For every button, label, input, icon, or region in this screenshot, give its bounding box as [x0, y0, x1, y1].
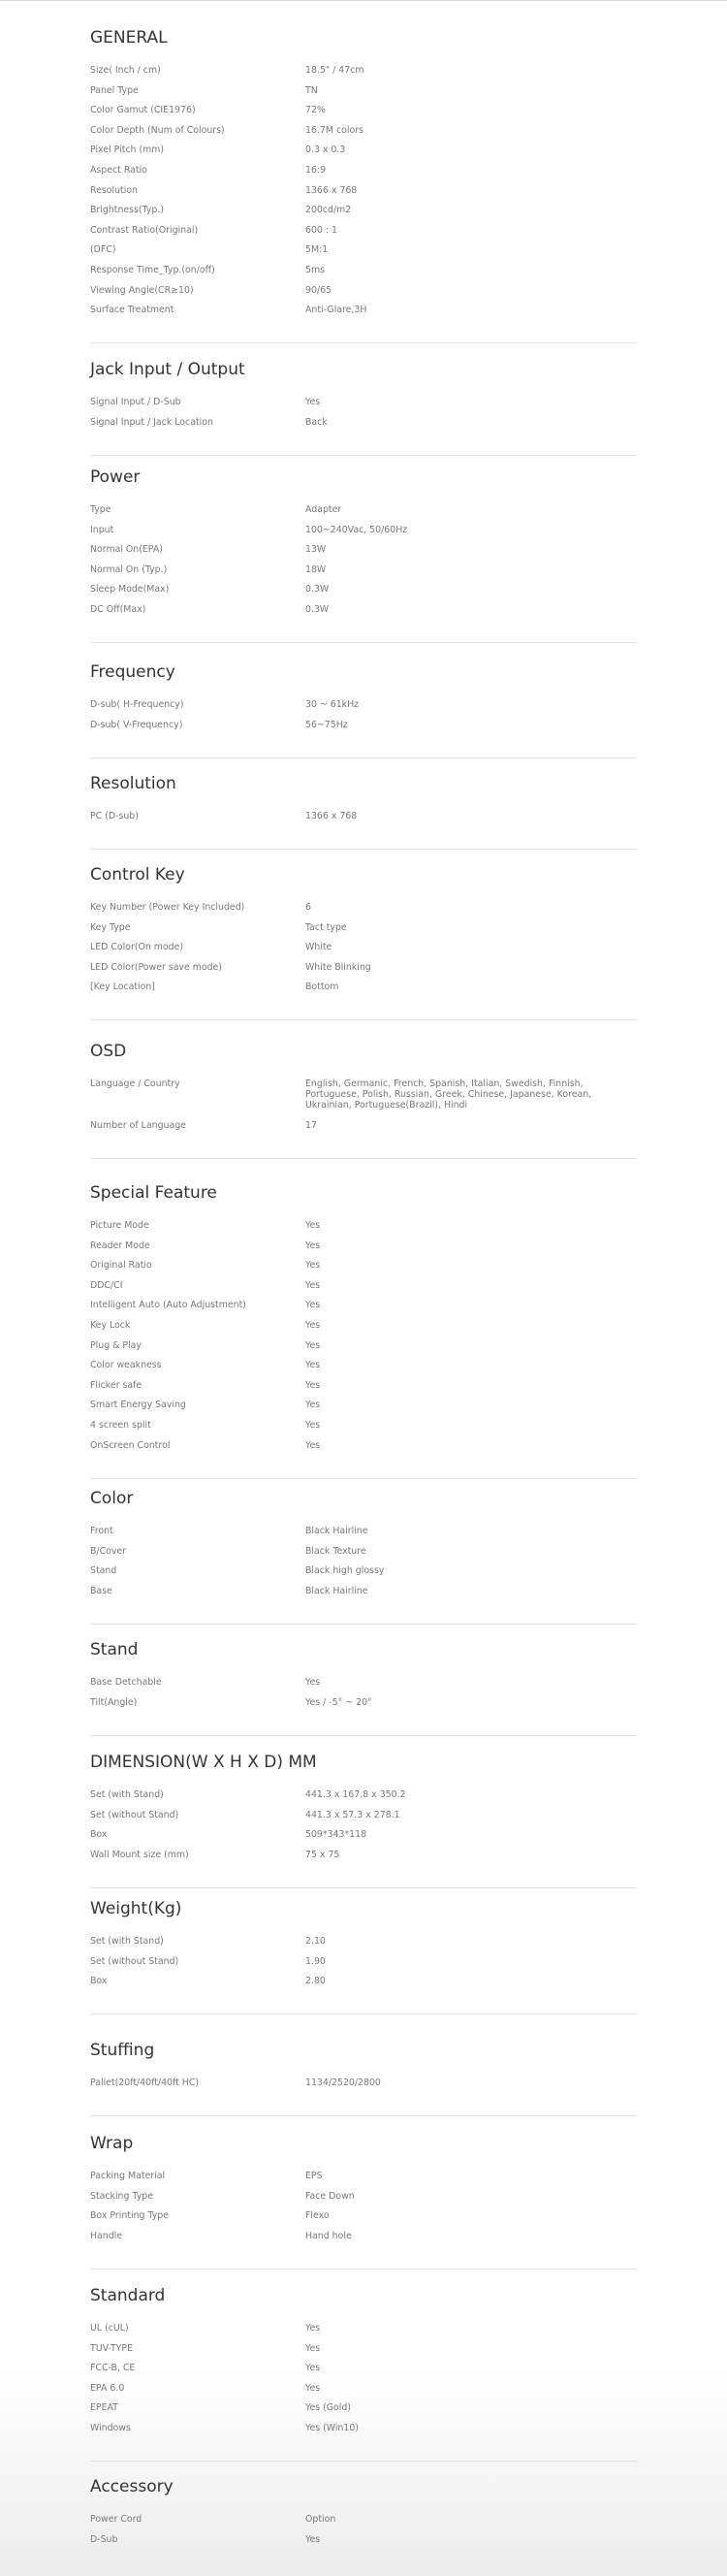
spec-section	[90, 27, 637, 343]
spec-value: Yes	[305, 1360, 321, 1371]
spec-label: Normal On (Typ.)	[90, 564, 168, 575]
spec-section	[90, 1182, 637, 1479]
spec-label: Key Number (Power Key Included)	[90, 902, 245, 913]
spec-label: Box	[90, 1829, 108, 1841]
spec-label: Power Cord	[90, 2514, 142, 2525]
spec-value: Back	[305, 416, 328, 428]
spec-value: Yes	[305, 2342, 321, 2354]
spec-label: Intelligent Auto (Auto Adjustment)	[90, 1300, 246, 1311]
spec-label: OnScreen Control	[90, 1439, 171, 1451]
spec-value: Yes	[305, 1320, 321, 1331]
spec-value: 1.90	[305, 1955, 326, 1967]
spec-value: Hand hole	[305, 2230, 352, 2241]
spec-label: Color weakness	[90, 1360, 162, 1371]
spec-value: Yes	[305, 2382, 321, 2394]
spec-label: Smart Energy Saving	[90, 1400, 186, 1411]
spec-value: Yes	[305, 1379, 321, 1391]
spec-label: Reader Mode	[90, 1240, 150, 1251]
spec-value: Yes	[305, 1220, 321, 1231]
section-title: GENERAL	[90, 28, 168, 48]
spec-value: Yes	[305, 1420, 321, 1431]
spec-value: Adapter	[305, 504, 342, 515]
spec-value: Yes	[305, 2323, 321, 2334]
spec-value: 2.10	[305, 1936, 326, 1947]
spec-value: Face Down	[305, 2190, 355, 2202]
spec-label: D-sub( H-Frequency)	[90, 699, 184, 710]
spec-label: Normal On(EPA)	[90, 544, 163, 556]
spec-label: Viewing Angle(CR≥10)	[90, 284, 194, 296]
spec-section	[90, 2040, 637, 2116]
spec-label: Signal Input / Jack Location	[90, 416, 213, 428]
spec-value: 509*343*118	[305, 1829, 367, 1841]
spec-label: Base	[90, 1585, 112, 1596]
spec-section	[90, 1898, 637, 2014]
spec-label: Panel Type	[90, 84, 139, 96]
spec-label: UL (cUL)	[90, 2323, 129, 2334]
spec-section	[90, 1639, 637, 1736]
section-title: Jack Input / Output	[90, 360, 245, 379]
spec-value: 5M:1	[305, 244, 329, 256]
spec-label: 4 screen split	[90, 1420, 151, 1431]
spec-value: Bottom	[305, 982, 339, 993]
section-title: Resolution	[90, 774, 176, 793]
section-title: Weight(Kg)	[90, 1899, 182, 1918]
section-title: Special Feature	[90, 1183, 217, 1203]
spec-value: Yes	[305, 1677, 321, 1688]
spec-label: Box Printing Type	[90, 2210, 169, 2222]
spec-section	[90, 661, 637, 758]
spec-label: DC Off(Max)	[90, 604, 146, 615]
spec-section	[90, 2476, 637, 2572]
spec-value: 16:9	[305, 165, 327, 176]
spec-label: Surface Treatment	[90, 305, 174, 316]
spec-label: Key Type	[90, 921, 131, 933]
spec-label: Tilt(Angle)	[90, 1696, 138, 1708]
spec-label: Stacking Type	[90, 2190, 153, 2202]
spec-label: Set (without Stand)	[90, 1955, 179, 1967]
spec-value: 1366 x 768	[305, 811, 358, 821]
spec-value: Yes (Gold)	[305, 2402, 351, 2414]
spec-label: Set (with Stand)	[90, 1789, 164, 1800]
spec-value: 200cd/m2	[305, 205, 352, 216]
spec-label: DDC/CI	[90, 1279, 123, 1291]
spec-value: Option	[305, 2514, 336, 2525]
spec-value: White	[305, 942, 332, 953]
spec-label: Original Ratio	[90, 1260, 152, 1272]
spec-value: 441.3 x 167.8 x 350.2	[305, 1789, 406, 1800]
spec-value: 17	[305, 1119, 317, 1131]
spec-label: Color Gamut (CIE1976)	[90, 105, 196, 116]
section-title: Frequency	[90, 662, 175, 682]
spec-label: Windows	[90, 2423, 131, 2433]
spec-label: Response Time_Typ.(on/off)	[90, 265, 215, 275]
spec-label: FCC-B, CE	[90, 2363, 136, 2374]
spec-value: 5ms	[305, 265, 325, 275]
spec-label: TUV-TYPE	[90, 2342, 134, 2354]
spec-label: D-sub( V-Frequency)	[90, 719, 183, 730]
spec-label: [Key Location]	[90, 982, 155, 993]
spec-value: Yes	[305, 397, 321, 407]
spec-value: 1134/2520/2800	[305, 2077, 381, 2088]
spec-value: 0.3W	[305, 584, 330, 596]
spec-value: 56~75Hz	[305, 719, 348, 730]
spec-value: Yes	[305, 2363, 321, 2374]
spec-value: 13W	[305, 544, 327, 556]
spec-section	[90, 773, 637, 850]
spec-value: English, Germanic, French, Spanish, Italian, Swedish, Finnish, Portuguese, Polish, Russian, Greek, Chinese, Japanese, Korean, Ukrainian, Portuguese(Brazil), Hindi	[305, 1079, 592, 1111]
spec-value: Yes	[305, 1439, 321, 1451]
spec-value: 72%	[305, 105, 326, 116]
spec-label: Wall Mount size (mm)	[90, 1849, 189, 1860]
spec-value: Yes	[305, 1279, 321, 1291]
spec-label: Handle	[90, 2230, 123, 2241]
section-title: Standard	[90, 2286, 166, 2305]
spec-label: Resolution	[90, 184, 138, 196]
spec-label: Color Depth (Num of Colours)	[90, 124, 225, 136]
section-title: DIMENSION(W X H X D) MM	[90, 1753, 317, 1772]
spec-value: 90/65	[305, 284, 332, 296]
spec-label: Type	[90, 504, 111, 515]
section-title: Stand	[90, 1640, 139, 1659]
spec-label: Input	[90, 524, 114, 535]
spec-value: 600 : 1	[305, 224, 337, 236]
section-title: Control Key	[90, 865, 185, 885]
spec-value: Yes	[305, 1339, 321, 1351]
spec-section	[90, 1041, 637, 1159]
spec-value: Yes	[305, 2533, 321, 2545]
spec-section	[90, 2285, 637, 2462]
spec-section	[90, 1752, 637, 1888]
spec-label: B/Cover	[90, 1545, 127, 1557]
section-title: Stuffing	[90, 2041, 155, 2060]
spec-value: Flexo	[305, 2210, 330, 2222]
spec-label: Base Detchable	[90, 1677, 162, 1688]
section-title: Color	[90, 1489, 134, 1508]
spec-value: White Blinking	[305, 961, 371, 973]
spec-label: Front	[90, 1526, 113, 1536]
spec-value: 100~240Vac, 50/60Hz	[305, 524, 408, 535]
spec-label: Box	[90, 1976, 108, 1987]
spec-label: Sleep Mode(Max)	[90, 584, 170, 596]
spec-value: 1366 x 768	[305, 184, 358, 196]
spec-value: 0.3W	[305, 604, 330, 615]
spec-value: Yes / -5° ~ 20°	[305, 1696, 372, 1708]
spec-label: Contrast Ratio(Original)	[90, 224, 199, 236]
spec-label: EPA 6.0	[90, 2382, 125, 2394]
spec-value: Yes (Win10)	[305, 2423, 359, 2433]
spec-label: Language / Country	[90, 1079, 180, 1089]
spec-value: Tact type	[305, 921, 347, 933]
section-title: Power	[90, 467, 141, 487]
spec-section	[90, 1488, 637, 1625]
spec-value: Black Texture	[305, 1545, 366, 1557]
spec-value: Anti-Glare,3H	[305, 305, 367, 316]
spec-label: Stand	[90, 1565, 117, 1577]
spec-label: Signal Input / D-Sub	[90, 397, 181, 407]
spec-section	[90, 359, 637, 456]
spec-value: Yes	[305, 1300, 321, 1311]
spec-label: (DFC)	[90, 244, 116, 256]
spec-value: 2.80	[305, 1976, 326, 1987]
spec-value: 0.3 x 0.3	[305, 145, 346, 156]
spec-label: Set (without Stand)	[90, 1809, 179, 1820]
spec-section	[90, 2133, 637, 2270]
spec-value: Yes	[305, 1240, 321, 1251]
spec-label: Packing Material	[90, 2171, 166, 2181]
spec-value: Yes	[305, 1400, 321, 1411]
spec-label: EPEAT	[90, 2402, 118, 2414]
spec-section	[90, 864, 637, 1020]
spec-value: EPS	[305, 2171, 323, 2181]
spec-value: TN	[305, 84, 318, 96]
spec-label: Number of Language	[90, 1119, 186, 1131]
spec-value: 16.7M colors	[305, 124, 364, 136]
spec-label: Plug & Play	[90, 1339, 142, 1351]
spec-label: Picture Mode	[90, 1220, 149, 1231]
spec-section	[90, 467, 637, 643]
spec-value: Black Hairline	[305, 1526, 368, 1536]
spec-label: Flicker safe	[90, 1379, 142, 1391]
spec-label: LED Color(Power save mode)	[90, 961, 222, 973]
spec-label: Aspect Ratio	[90, 165, 147, 176]
spec-label: Brightness(Typ.)	[90, 205, 164, 216]
spec-value: Yes	[305, 1260, 321, 1272]
spec-value: 30 ~ 61kHz	[305, 699, 360, 710]
spec-label: Pixel Pitch (mm)	[90, 145, 165, 156]
section-title: Accessory	[90, 2477, 174, 2496]
spec-label: Size( Inch / cm)	[90, 65, 161, 76]
spec-value: Black Hairline	[305, 1585, 368, 1596]
spec-value: Black high glossy	[305, 1565, 385, 1577]
spec-value: 18W	[305, 564, 327, 575]
spec-label: Key Lock	[90, 1320, 131, 1331]
spec-label: Pallet(20ft/40ft/40ft HC)	[90, 2077, 200, 2088]
spec-value: 75 x 75	[305, 1849, 340, 1860]
spec-value: 6	[305, 902, 311, 913]
spec-label: D-Sub	[90, 2533, 118, 2545]
spec-label: Set (with Stand)	[90, 1936, 164, 1947]
section-title: OSD	[90, 1042, 127, 1061]
spec-value: 18.5" / 47cm	[305, 65, 364, 76]
spec-label: PC (D-sub)	[90, 811, 139, 821]
spec-label: LED Color(On mode)	[90, 942, 184, 953]
spec-value: 441.3 x 57.3 x 278.1	[305, 1809, 400, 1820]
section-title: Wrap	[90, 2134, 134, 2153]
top-border	[0, 0, 727, 1]
